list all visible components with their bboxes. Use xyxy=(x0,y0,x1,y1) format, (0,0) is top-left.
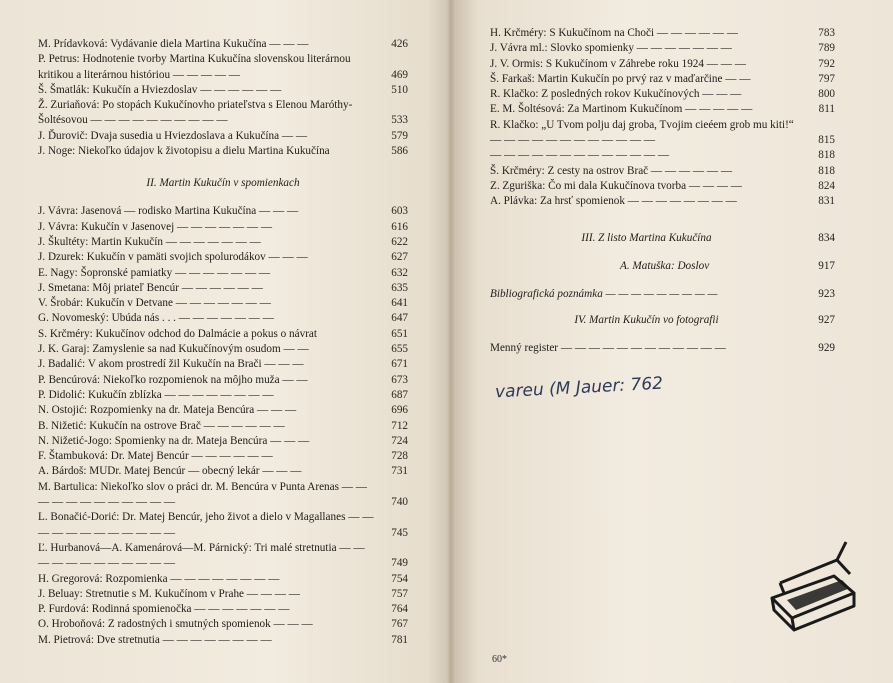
toc-entry xyxy=(490,87,835,102)
toc-entry-page: 824 xyxy=(818,179,835,192)
toc-entry-title: H. Krčméry: S Kukučínom na Choči — — — — — — xyxy=(490,27,738,39)
section-entry xyxy=(490,314,835,326)
toc-entry xyxy=(38,373,408,388)
toc-entry-title: H. Gregorová: Rozpomienka — — — — — — — — xyxy=(38,572,280,585)
toc-entry-page: 510 xyxy=(391,83,408,96)
toc-entry-title: R. Klačko: Z posledných rokov Kukučínových — — — xyxy=(490,88,742,101)
toc-entry-title: L. Bonačić-Dorić: Dr. Matej Bencúr, jeho život a dielo v Magallanes — — — — — — — — — — — — xyxy=(38,511,374,539)
toc-entry-page: 647 xyxy=(391,312,408,325)
toc-entry-title: V. Šrobár: Kukučín v Detvane — — — — — — — xyxy=(38,297,271,310)
section-title: II. Martin Kukučín v spomienkach xyxy=(146,177,300,190)
toc-entry xyxy=(38,633,408,648)
toc-entry-title: Š. Šmatlák: Kukučín a Hviezdoslav — — — — — — xyxy=(38,83,282,96)
toc-entry-title: J. Beluay: Stretnutie s M. Kukučínom v Prahe — — — — xyxy=(38,587,300,600)
toc-entry-page: 783 xyxy=(818,27,835,39)
toc-entry-title: B. Nižetić: Kukučín na ostrove Brač — — — — — — xyxy=(38,419,285,432)
left-toc xyxy=(38,37,408,648)
toc-entry-page: 818 xyxy=(818,164,835,177)
toc-entry xyxy=(38,419,408,434)
toc-entry xyxy=(490,26,835,41)
toc-entry-title: N. Nižetić-Jogo: Spomienky na dr. Mateja Bencúra — — — xyxy=(38,434,310,447)
toc-entry-title: J. Noge: Niekoľko údajov k životopisu a dielu Martina Kukučína xyxy=(38,145,330,158)
toc-entry-page: 792 xyxy=(818,57,835,70)
section-entry-title: IV. Martin Kukučín vo fotografii xyxy=(574,313,719,326)
toc-entry-page: 603 xyxy=(391,205,408,218)
toc-entry xyxy=(490,57,835,72)
toc-entry-title: R. Klačko: „U Tvom polju daj groba, Tvojim cieéem grob mu kiti!“ — — — — — — — — — — — — xyxy=(490,118,794,147)
toc-entry-title: P. Petrus: Hodnotenie tvorby Martina Kukučína slovenskou literárnou kritikou a literárnou históriou — — — — — xyxy=(38,53,351,81)
toc-entry-page: 754 xyxy=(391,572,408,585)
toc-entry-page: 781 xyxy=(391,633,408,646)
toc-entry-page: 749 xyxy=(391,557,408,570)
toc-entry xyxy=(38,98,408,129)
toc-entry xyxy=(38,281,408,296)
toc-entry xyxy=(38,572,408,587)
section-entry xyxy=(490,342,835,354)
section-entry-title: A. Matuška: Doslov xyxy=(620,259,710,272)
toc-entry xyxy=(38,52,408,83)
toc-entry xyxy=(38,144,408,159)
toc-entry xyxy=(38,541,408,572)
toc-entry-page: 757 xyxy=(391,587,408,600)
toc-entry-page: 671 xyxy=(391,358,408,371)
toc-entry-title: A. Bárdoš: MUDr. Matej Bencúr — obecný lekár — — — xyxy=(38,465,302,478)
toc-entry xyxy=(38,204,408,219)
toc-entry-page: 712 xyxy=(391,419,408,432)
toc-entry-title: J. Vávra: Jasenová — rodisko Martina Kukučína — — — xyxy=(38,205,299,218)
toc-entry-title: J. Dzurek: Kukučín v pamäti svojich spolurodákov — — — xyxy=(38,251,308,264)
toc-entry xyxy=(38,296,408,311)
toc-entry xyxy=(38,235,408,250)
toc-entry-page: 818 xyxy=(818,149,835,162)
right-toc xyxy=(490,26,835,354)
toc-entry-page: 728 xyxy=(391,450,408,463)
section-entry xyxy=(490,260,835,272)
section-entry-title: Bibliografická poznámka — — — — — — — — — xyxy=(490,287,718,300)
toc-entry-page: 811 xyxy=(818,103,835,116)
toc-entry-page: 655 xyxy=(391,343,408,356)
toc-entry-title: — — — — — — — — — — — — — xyxy=(490,149,669,162)
toc-entry xyxy=(38,480,408,511)
toc-entry xyxy=(38,250,408,265)
toc-entry-page: 745 xyxy=(391,526,408,539)
toc-entry-page: 533 xyxy=(391,114,408,127)
section-entry-page: 834 xyxy=(818,231,835,244)
toc-entry-title: Z. Zguriška: Čo mi dala Kukučínova tvorba — — — — xyxy=(490,179,742,192)
toc-entry xyxy=(38,602,408,617)
toc-entry-title: J. Smetana: Môj priateľ Bencúr — — — — — — xyxy=(38,281,263,294)
toc-entry-page: 797 xyxy=(818,72,835,85)
toc-entry xyxy=(38,388,408,403)
toc-entry xyxy=(38,449,408,464)
toc-entry-title: M. Bartulica: Niekoľko slov o práci dr. M. Bencúra v Punta Arenas — — — — — — — — — — — — xyxy=(38,480,367,509)
toc-entry xyxy=(490,164,835,179)
section-entry-title: Menný register — — — — — — — — — — — — xyxy=(490,341,726,354)
toc-entry xyxy=(38,327,408,342)
toc-entry xyxy=(38,510,408,541)
toc-entry xyxy=(38,587,408,602)
toc-entry-page: 616 xyxy=(391,220,408,233)
toc-entry-title: J. V. Ormis: S Kukučínom v Záhrebe roku 1924 — — — xyxy=(490,57,746,70)
toc-entry-page: 767 xyxy=(391,618,408,631)
toc-entry-title: Š. Krčméry: Z cesty na ostrov Brač — — — — — — xyxy=(490,164,733,177)
toc-entry-title: F. Štambuková: Dr. Matej Bencúr — — — — — — xyxy=(38,450,273,463)
toc-entry-title: M. Pietrová: Dve stretnutia — — — — — — — — xyxy=(38,633,272,646)
toc-entry-title: S. Krčméry: Kukučínov odchod do Dalmácie a pokus o návrat xyxy=(38,327,317,340)
toc-entry xyxy=(490,194,835,209)
toc-entry-title: G. Novomeský: Ubúda nás . . . — — — — — — — xyxy=(38,312,274,325)
toc-entry-page: 800 xyxy=(818,88,835,101)
toc-entry-page: 789 xyxy=(818,42,835,55)
toc-entry-title: M. Prídavková: Vydávanie diela Martina Kukučína — — — xyxy=(38,38,309,50)
toc-entry-page: 627 xyxy=(391,251,408,264)
toc-entry-title: J. Škultéty: Martin Kukučín — — — — — — — xyxy=(38,235,261,248)
toc-entry xyxy=(490,118,835,149)
toc-entry-page: 641 xyxy=(391,297,408,310)
toc-entry xyxy=(38,37,408,52)
section-entry xyxy=(490,232,835,244)
toc-entry-title: O. Hroboňová: Z radostných i smutných spomienok — — — xyxy=(38,618,313,631)
toc-entry-page: 764 xyxy=(391,603,408,616)
toc-entry xyxy=(38,617,408,632)
toc-entry-page: 687 xyxy=(391,388,408,401)
toc-entry-page: 469 xyxy=(391,68,408,81)
toc-entry xyxy=(38,403,408,418)
section-entry xyxy=(490,288,835,300)
section-entry-page: 917 xyxy=(818,259,835,272)
toc-entry xyxy=(38,357,408,372)
toc-entry-title: P. Bencúrová: Niekoľko rozpomienok na môjho muža — — xyxy=(38,373,308,386)
toc-entry-title: Ľ. Hurbanová—A. Kamenárová—M. Párnický: Tri malé stretnutia — — — — — — — — — — — — xyxy=(38,541,365,570)
toc-entry-page: 815 xyxy=(818,134,835,147)
toc-entry-page: 579 xyxy=(391,129,408,142)
toc-entry xyxy=(490,72,835,87)
toc-entry-page: 740 xyxy=(391,496,408,509)
section-entry-page: 929 xyxy=(818,341,835,354)
toc-entry xyxy=(38,220,408,235)
toc-entry-title: P. Furdová: Rodinná spomienočka — — — — — — — xyxy=(38,603,290,616)
toc-entry-page: 731 xyxy=(391,465,408,478)
toc-entry-title: Š. Farkaš: Martin Kukučín po prvý raz v maďarčine — — xyxy=(490,72,751,85)
toc-entry xyxy=(38,129,408,144)
toc-entry-title: E. M. Šoltésová: Za Martinom Kukučínom — — — — — xyxy=(490,103,753,116)
toc-entry xyxy=(38,266,408,281)
toc-entry xyxy=(38,83,408,98)
toc-entry-page: 831 xyxy=(818,195,835,208)
toc-entry-title: N. Ostojić: Rozpomienky na dr. Mateja Bencúra — — — xyxy=(38,404,297,417)
toc-entry-title: P. Didolić: Kukučín zblízka — — — — — — — — xyxy=(38,388,274,401)
toc-entry-page: 632 xyxy=(391,266,408,279)
handwritten-note: vareu (M Jauer: 762 xyxy=(494,373,664,403)
book-stack-logo-icon xyxy=(762,538,862,638)
book-gutter xyxy=(446,0,456,683)
page-number: 60* xyxy=(492,654,507,665)
toc-entry xyxy=(490,102,835,117)
section-entry-page: 927 xyxy=(818,313,835,326)
toc-entry xyxy=(38,464,408,479)
toc-entry-title: J. Vávra ml.: Slovko spomienky — — — — — — — xyxy=(490,42,732,55)
section-entry-page: 923 xyxy=(818,287,835,300)
toc-entry-page: 426 xyxy=(391,38,408,50)
toc-entry-title: Ž. Zuriaňová: Po stopách Kukučínovho priateľstva s Elenou Maróthy-Šoltésovou — — — — — — — — — — xyxy=(38,99,353,127)
section-entry-title: III. Z listo Martina Kukučína xyxy=(581,231,712,244)
toc-entry-page: 586 xyxy=(391,145,408,158)
toc-entry-title: J. Badalić: V akom prostredí žil Kukučín na Brači — — — xyxy=(38,358,304,371)
toc-entry xyxy=(38,311,408,326)
toc-entry xyxy=(38,342,408,357)
toc-entry-title: A. Plávka: Za hrsť spomienok — — — — — — — — xyxy=(490,195,737,208)
toc-entry-title: E. Nagy: Šopronské pamiatky — — — — — — — xyxy=(38,266,271,279)
toc-entry-page: 635 xyxy=(391,281,408,294)
toc-entry-title: J. Vávra: Kukučín v Jasenovej — — — — — — — xyxy=(38,220,273,233)
toc-entry xyxy=(490,179,835,194)
toc-entry-page: 673 xyxy=(391,373,408,386)
toc-entry-page: 696 xyxy=(391,404,408,417)
toc-entry xyxy=(38,434,408,449)
toc-entry-title: J. K. Garaj: Zamyslenie sa nad Kukučínovým osudom — — xyxy=(38,343,309,356)
toc-entry xyxy=(490,41,835,56)
toc-entry-page: 724 xyxy=(391,434,408,447)
toc-entry-page: 622 xyxy=(391,235,408,248)
toc-entry xyxy=(490,148,835,163)
toc-entry-page: 651 xyxy=(391,327,408,340)
toc-entry-title: J. Ďurovič: Dvaja susedia u Hviezdoslava a Kukučína — — xyxy=(38,129,308,142)
